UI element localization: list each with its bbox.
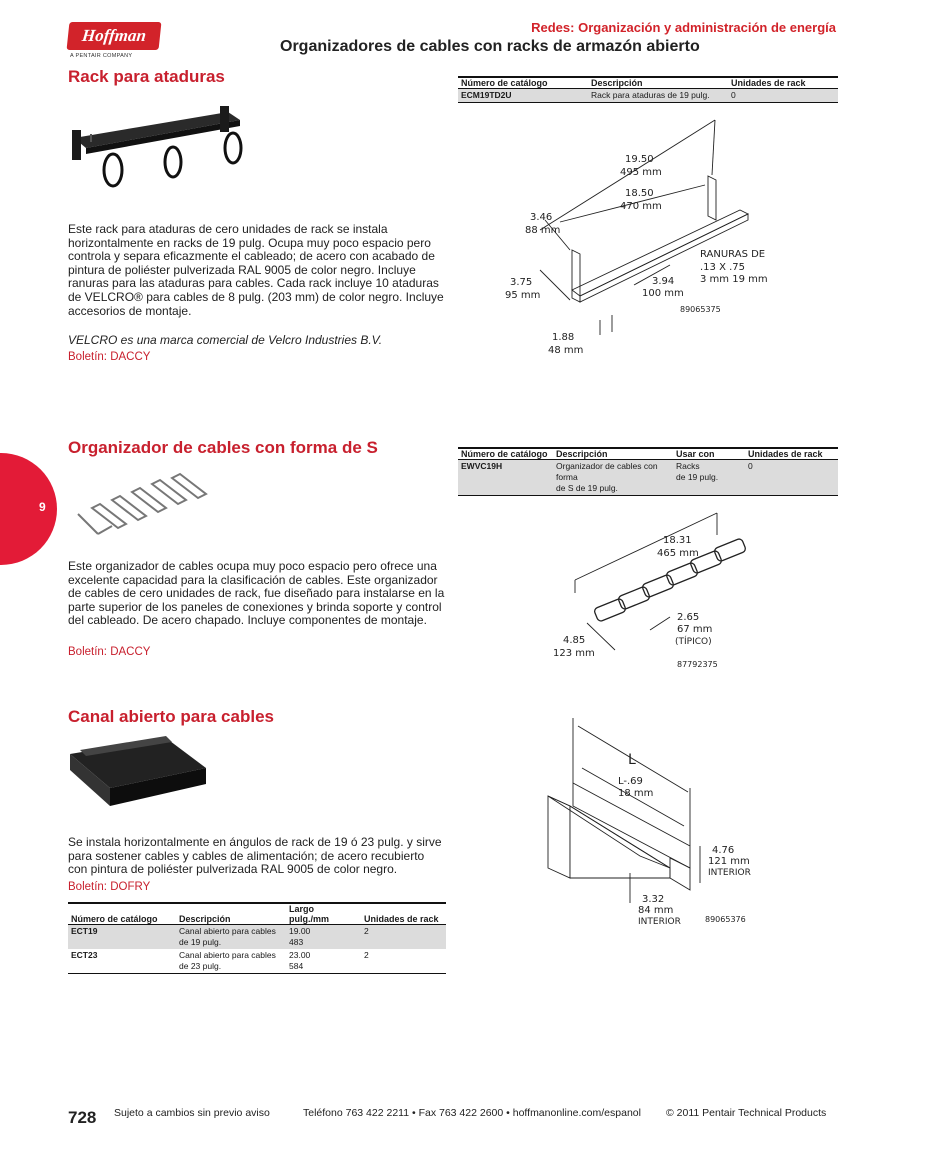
dim-pitch-note: (TÍPICO)	[675, 637, 712, 647]
cell-description-line1: Canal abierto para cables	[179, 926, 276, 936]
table-header-row	[68, 903, 446, 925]
table-row	[458, 89, 838, 103]
dim-width-note: INTERIOR	[638, 917, 681, 927]
section1-bulletin: Boletín: DACCY	[68, 351, 151, 363]
cell-length-in: 19.00	[289, 926, 311, 936]
cell-use-with	[673, 460, 745, 496]
section3-spec-table	[68, 902, 446, 974]
col-header-length	[286, 903, 361, 925]
header-category: Redes: Organización y administración de energía	[531, 20, 836, 35]
page-number: 728	[68, 1108, 97, 1127]
col-header-units: Unidades de rack	[745, 448, 838, 460]
cell-catalog: ECT23	[68, 949, 176, 974]
col-header-catalog: Número de catálogo	[68, 903, 176, 925]
cell-length-in: 23.00	[289, 950, 311, 960]
col-header-units: Unidades de rack	[728, 77, 838, 89]
dim-overall-in: 19.50	[625, 154, 654, 165]
col-header-use-with: Usar con	[673, 448, 745, 460]
table-header-row	[458, 77, 838, 89]
dim-height-mm: 88 mm	[525, 225, 561, 236]
dim-depth-mm: 100 mm	[642, 288, 684, 299]
drawing-number: 87792375	[677, 660, 718, 669]
open-channel-photo	[66, 734, 216, 814]
cell-description-line1: Organizador de cables con forma	[556, 461, 658, 482]
drawing-number: 89065376	[705, 915, 746, 924]
section-title-organizador-s: Organizador de cables con forma de S	[68, 438, 378, 457]
section2-bulletin: Boletín: DACCY	[68, 646, 151, 658]
page-title: Organizadores de cables con racks de armazón abierto	[280, 38, 700, 55]
dim-depth-in: 4.85	[563, 635, 586, 646]
col-header-description: Descripción	[588, 77, 728, 89]
cell-description-line1: Canal abierto para cables	[179, 950, 276, 960]
cell-units: 2	[361, 925, 446, 950]
slots-mm: 3 mm 19 mm	[700, 274, 768, 285]
section3-description: Se instala horizontalmente en ángulos de rack de 19 ó 23 pulg. y sirve para sostener cables y cables de alimentación; de acero recubierto con pintura de poliéster pulverizada RAL 9005 de color negro.	[68, 835, 442, 877]
dim-length-in: 18.31	[663, 535, 692, 546]
table-header-row	[458, 448, 838, 460]
cell-units: 0	[728, 89, 838, 103]
s-organizer-photo	[68, 470, 218, 545]
dim-inner-mm: 470 mm	[620, 201, 662, 212]
dim-pitch-in: 2.65	[677, 612, 700, 623]
dim-height-note: INTERIOR	[708, 868, 751, 878]
dim-width-mm: 84 mm	[638, 905, 674, 916]
cell-description-line2: de 23 pulg.	[179, 961, 222, 971]
slots-in: .13 X .75	[700, 262, 746, 273]
section-title-canal-abierto: Canal abierto para cables	[68, 707, 274, 726]
dim-height-mm: 121 mm	[708, 856, 750, 867]
section1-note: VELCRO es una marca comercial de Velcro Industries B.V.	[68, 333, 383, 347]
cell-description-line2: de S de 19 pulg.	[556, 483, 618, 493]
dim-inner-mm: 18 mm	[618, 788, 654, 799]
col-header-units: Unidades de rack	[361, 903, 446, 925]
slots-label: RANURAS DE	[700, 249, 766, 260]
cell-description	[176, 925, 286, 950]
section-title-rack-ataduras: Rack para ataduras	[68, 67, 225, 86]
dim-depth-in: 3.94	[652, 276, 675, 287]
col-header-description: Descripción	[553, 448, 673, 460]
tie-rack-drawing	[500, 110, 820, 365]
section1-spec-table	[458, 76, 838, 103]
dim-height-in: 4.76	[712, 845, 735, 856]
hoffman-logo: Hoffman	[67, 22, 162, 50]
dim-width-in: 3.32	[642, 894, 665, 905]
logo-subtitle: A PENTAIR COMPANY	[70, 53, 133, 59]
dim-bottom-mm: 48 mm	[548, 345, 584, 356]
dim-length-mm: 465 mm	[657, 548, 699, 559]
section3-bulletin: Boletín: DOFRY	[68, 881, 151, 893]
cell-length-mm: 584	[289, 961, 304, 971]
col-header-catalog: Número de catálogo	[458, 448, 553, 460]
cell-description	[553, 460, 673, 496]
open-channel-drawing	[540, 718, 790, 928]
cell-description-line2: de 19 pulg.	[179, 937, 222, 947]
table-row	[68, 925, 446, 950]
cell-catalog: ECM19TD2U	[458, 89, 588, 103]
cell-use-line2: de 19 pulg.	[676, 472, 719, 482]
cell-units: 2	[361, 949, 446, 974]
col-header-catalog: Número de catálogo	[458, 77, 588, 89]
dim-overall-mm: 495 mm	[620, 167, 662, 178]
cell-length	[286, 925, 361, 950]
drawing-number: 89065375	[680, 305, 721, 314]
dim-pitch-mm: 67 mm	[677, 624, 713, 635]
table-row	[458, 460, 838, 496]
table-row	[68, 949, 446, 974]
dim-bottom-in: 1.88	[552, 332, 575, 343]
chapter-tab-number: 9	[39, 500, 46, 514]
footer-contact: Teléfono 763 422 2211 • Fax 763 422 2600 • hoffmanonline.com/espanol	[303, 1107, 641, 1119]
cell-use-line1: Racks	[676, 461, 700, 471]
cell-catalog: EWVC19H	[458, 460, 553, 496]
dim-side-in: 3.75	[510, 277, 533, 288]
section2-description: Este organizador de cables ocupa muy poco espacio pero ofrece una excelente capacidad para la clasificación de cables. Este organizador de cables de cero unidades de rack, fue diseñado para instalarse en la parte superior de los paneles de conexiones y brinda soporte y control del cableado. De acero chapado. Incluye componentes de montaje.	[68, 559, 445, 628]
dim-height-in: 3.46	[530, 212, 553, 223]
dim-depth-mm: 123 mm	[553, 648, 595, 659]
cell-description	[176, 949, 286, 974]
col-header-length-line1: Largo	[289, 904, 315, 914]
dim-length-L: L	[628, 752, 636, 768]
cell-length-mm: 483	[289, 937, 304, 947]
dim-side-mm: 95 mm	[505, 290, 541, 301]
chapter-tab	[0, 453, 57, 565]
dim-inner-in: 18.50	[625, 188, 654, 199]
cell-units: 0	[745, 460, 838, 496]
col-header-length-line2: pulg./mm	[289, 914, 329, 924]
cell-catalog: ECT19	[68, 925, 176, 950]
tie-rack-photo	[68, 100, 258, 200]
cell-length	[286, 949, 361, 974]
footer-copyright: © 2011 Pentair Technical Products	[666, 1107, 827, 1119]
col-header-description: Descripción	[176, 903, 286, 925]
s-organizer-drawing	[545, 505, 775, 675]
cell-description: Rack para ataduras de 19 pulg.	[588, 89, 728, 103]
section2-spec-table	[458, 447, 838, 496]
dim-inner-length: L-.69	[618, 776, 643, 787]
footer-notice: Sujeto a cambios sin previo aviso	[114, 1107, 270, 1119]
section1-description: Este rack para ataduras de cero unidades de rack se instala horizontalmente en racks de 19 pulg. Ocupa muy poco espacio pero controla y separa eficazmente el cableado; de acero con acabado de pintura de poliéster pulverizada RAL 9005 de color negro. Incluye ranuras para las ataduras para cables. Cada rack incluye 10 ataduras de VELCRO® para cables de 8 pulg. (203 mm) de color negro. Incluye accesorios de montaje.	[68, 222, 444, 318]
